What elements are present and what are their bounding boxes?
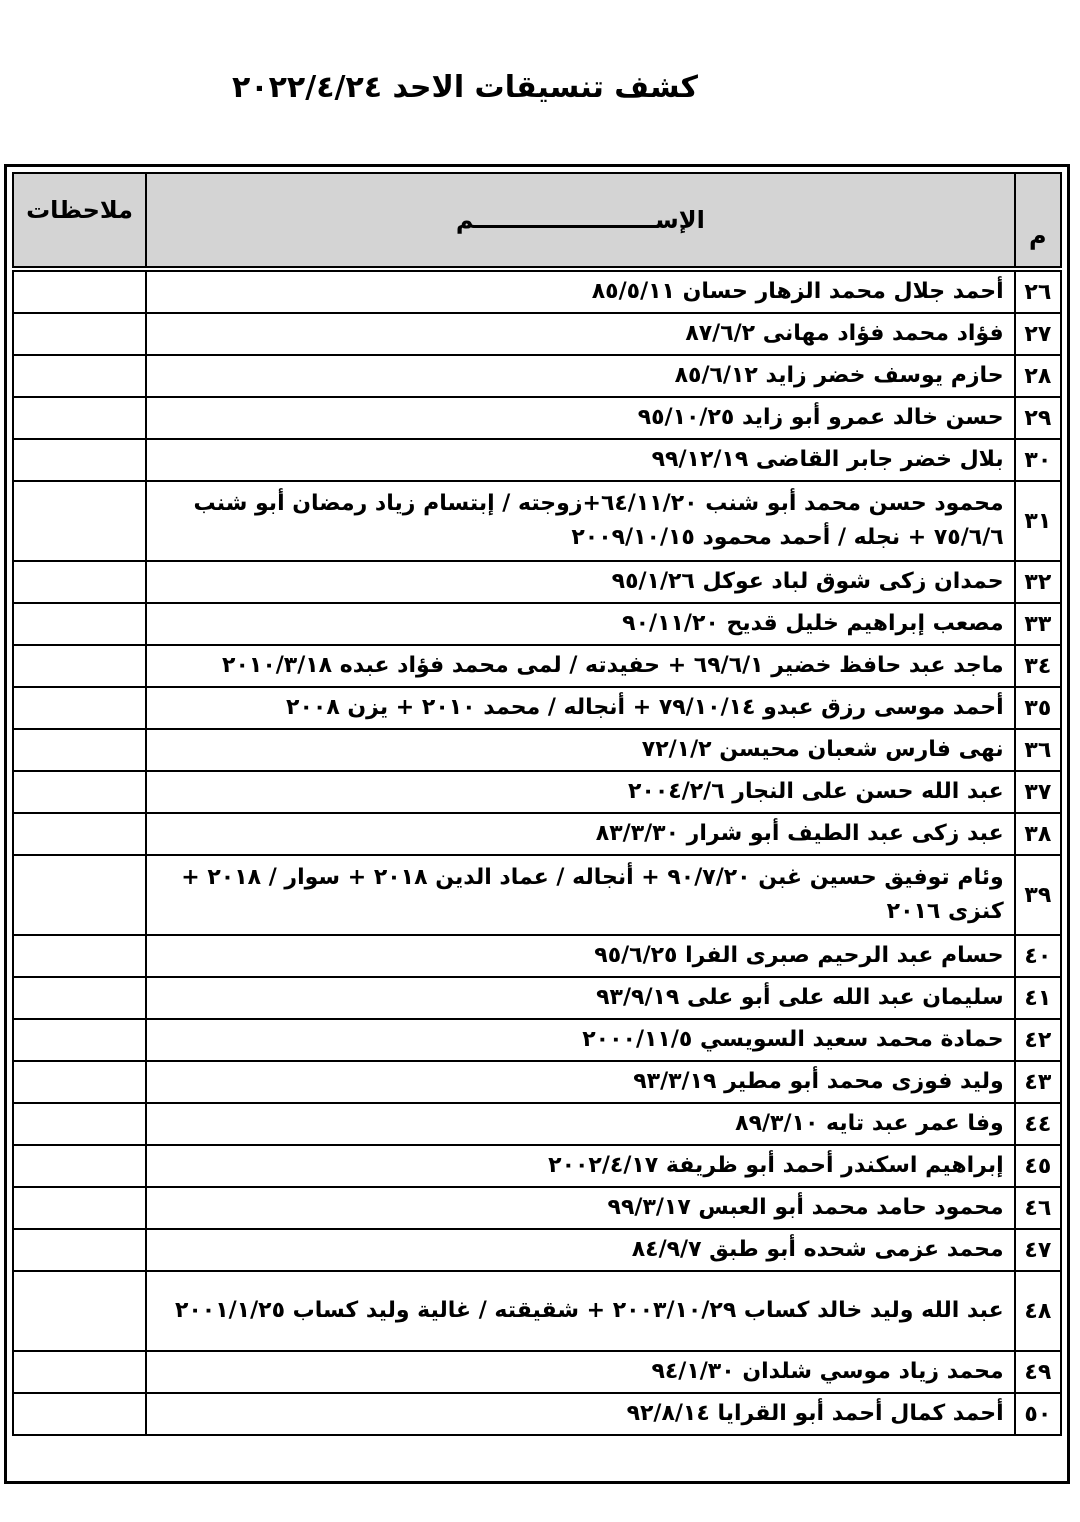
row-number: ٤١ bbox=[1015, 977, 1061, 1019]
row-number: ٤٦ bbox=[1015, 1187, 1061, 1229]
row-name: وئام توفيق حسين غبن ٩٠/٧/٢٠ + أنجاله / عماد الدين ٢٠١٨ + سوار / ٢٠١٨ + كنزى ٢٠١٦ bbox=[146, 855, 1015, 935]
row-name: مصعب إبراهيم خليل قديح ٩٠/١١/٢٠ bbox=[146, 603, 1015, 645]
row-notes bbox=[13, 855, 146, 935]
row-name: حمدان زكى شوق لباد عوكل ٩٥/١/٢٦ bbox=[146, 561, 1015, 603]
row-number: ٣٣ bbox=[1015, 603, 1061, 645]
row-notes bbox=[13, 481, 146, 561]
row-notes bbox=[13, 313, 146, 355]
row-notes bbox=[13, 1061, 146, 1103]
row-number: ٤٩ bbox=[1015, 1351, 1061, 1393]
row-notes bbox=[13, 355, 146, 397]
row-name: محمود حامد محمد أبو العبس ٩٩/٣/١٧ bbox=[146, 1187, 1015, 1229]
table-row bbox=[13, 687, 1061, 729]
row-notes bbox=[13, 729, 146, 771]
row-name: أحمد كمال أحمد أبو القرايا ٩٢/٨/١٤ bbox=[146, 1393, 1015, 1435]
row-name: بلال خضر جابر القاضى ٩٩/١٢/١٩ bbox=[146, 439, 1015, 481]
table-row bbox=[13, 771, 1061, 813]
row-name: عبد زكى عبد الطيف أبو شرار ٨٣/٣/٣٠ bbox=[146, 813, 1015, 855]
row-number: ٤٨ bbox=[1015, 1271, 1061, 1351]
row-number: ٤٢ bbox=[1015, 1019, 1061, 1061]
table-row bbox=[13, 397, 1061, 439]
row-notes bbox=[13, 813, 146, 855]
row-name: حمادة محمد سعيد السويسي ٢٠٠٠/١١/٥ bbox=[146, 1019, 1015, 1061]
table-row bbox=[13, 813, 1061, 855]
row-notes bbox=[13, 1393, 146, 1435]
row-number: ٣٦ bbox=[1015, 729, 1061, 771]
row-notes bbox=[13, 561, 146, 603]
table-row bbox=[13, 855, 1061, 935]
table-row bbox=[13, 1271, 1061, 1351]
row-number: ٣٧ bbox=[1015, 771, 1061, 813]
row-notes bbox=[13, 271, 146, 313]
table-row bbox=[13, 561, 1061, 603]
table-row bbox=[13, 935, 1061, 977]
row-number: ٣٢ bbox=[1015, 561, 1061, 603]
row-number: ٣٨ bbox=[1015, 813, 1061, 855]
row-number: ٤٥ bbox=[1015, 1145, 1061, 1187]
row-number: ٣٤ bbox=[1015, 645, 1061, 687]
table-row bbox=[13, 271, 1061, 313]
row-notes bbox=[13, 935, 146, 977]
row-name: وليد فوزى محمد أبو مطير ٩٣/٣/١٩ bbox=[146, 1061, 1015, 1103]
row-notes bbox=[13, 1271, 146, 1351]
row-notes bbox=[13, 603, 146, 645]
table-row bbox=[13, 1393, 1061, 1435]
row-notes bbox=[13, 1103, 146, 1145]
table-row bbox=[13, 1229, 1061, 1271]
row-notes bbox=[13, 645, 146, 687]
table-row bbox=[13, 1103, 1061, 1145]
row-number: ٤٧ bbox=[1015, 1229, 1061, 1271]
row-number: ٣١ bbox=[1015, 481, 1061, 561]
row-name: أحمد موسى رزق عبدو ٧٩/١٠/١٤ + أنجاله / محمد ٢٠١٠ + يزن ٢٠٠٨ bbox=[146, 687, 1015, 729]
row-number: ٣٠ bbox=[1015, 439, 1061, 481]
table-row bbox=[13, 1187, 1061, 1229]
row-number: ٤٤ bbox=[1015, 1103, 1061, 1145]
table-row bbox=[13, 439, 1061, 481]
row-number: ٤٠ bbox=[1015, 935, 1061, 977]
row-name: نهى فارس شعبان محيسن ٧٢/١/٢ bbox=[146, 729, 1015, 771]
row-number: ٢٦ bbox=[1015, 271, 1061, 313]
table-row bbox=[13, 603, 1061, 645]
row-notes bbox=[13, 687, 146, 729]
row-number: ٤٣ bbox=[1015, 1061, 1061, 1103]
table-row bbox=[13, 1061, 1061, 1103]
row-number: ٢٩ bbox=[1015, 397, 1061, 439]
header-notes: ملاحظات bbox=[13, 173, 146, 267]
header-number: م bbox=[1015, 173, 1061, 267]
table-row bbox=[13, 1019, 1061, 1061]
row-notes bbox=[13, 771, 146, 813]
row-name: عبد الله وليد خالد كساب ٢٠٠٣/١٠/٢٩ + شقيقته / غالية وليد كساب ٢٠٠١/١/٢٥ bbox=[146, 1271, 1015, 1351]
names-table bbox=[12, 172, 1062, 1436]
table-header bbox=[13, 173, 1061, 267]
row-number: ٥٠ bbox=[1015, 1393, 1061, 1435]
header-name: الإســــــــــــــــــــــم bbox=[146, 173, 1015, 267]
table-row bbox=[13, 977, 1061, 1019]
row-name: حازم يوسف خضر زايد ٨٥/٦/١٢ bbox=[146, 355, 1015, 397]
page-title: كشف تنسيقات الاحد ٢٠٢٢/٤/٢٤ bbox=[232, 70, 698, 105]
row-number: ٣٩ bbox=[1015, 855, 1061, 935]
row-number: ٢٧ bbox=[1015, 313, 1061, 355]
row-name: عبد الله حسن على النجار ٢٠٠٤/٢/٦ bbox=[146, 771, 1015, 813]
row-notes bbox=[13, 397, 146, 439]
row-name: إبراهيم اسكندر أحمد أبو ظريفة ٢٠٠٢/٤/١٧ bbox=[146, 1145, 1015, 1187]
row-notes bbox=[13, 439, 146, 481]
table-row bbox=[13, 313, 1061, 355]
row-notes bbox=[13, 1229, 146, 1271]
table-body bbox=[13, 267, 1061, 1435]
table-row bbox=[13, 1351, 1061, 1393]
row-name: محمد زياد موسي شلدان ٩٤/١/٣٠ bbox=[146, 1351, 1015, 1393]
row-number: ٢٨ bbox=[1015, 355, 1061, 397]
row-name: وفا عمر عبد تايه ٨٩/٣/١٠ bbox=[146, 1103, 1015, 1145]
names-sheet bbox=[4, 164, 1070, 1484]
table-row bbox=[13, 729, 1061, 771]
row-notes bbox=[13, 1019, 146, 1061]
row-name: محمد عزمى شحده أبو طبق ٨٤/٩/٧ bbox=[146, 1229, 1015, 1271]
row-name: أحمد جلال محمد الزهار حسان ٨٥/٥/١١ bbox=[146, 271, 1015, 313]
table-row bbox=[13, 1145, 1061, 1187]
table-row bbox=[13, 645, 1061, 687]
row-name: سليمان عبد الله على أبو على ٩٣/٩/١٩ bbox=[146, 977, 1015, 1019]
row-name: فؤاد محمد فؤاد مهانى ٨٧/٦/٢ bbox=[146, 313, 1015, 355]
table-row bbox=[13, 355, 1061, 397]
row-notes bbox=[13, 1187, 146, 1229]
row-name: ماجد عبد حافظ خضير ٦٩/٦/١ + حفيدته / لمى محمد فؤاد عبده ٢٠١٠/٣/١٨ bbox=[146, 645, 1015, 687]
row-notes bbox=[13, 977, 146, 1019]
row-number: ٣٥ bbox=[1015, 687, 1061, 729]
table-row bbox=[13, 481, 1061, 561]
row-name: حسن خالد عمرو أبو زايد ٩٥/١٠/٢٥ bbox=[146, 397, 1015, 439]
row-notes bbox=[13, 1145, 146, 1187]
row-name: محمود حسن محمد أبو شنب ٦٤/١١/٢٠+زوجته / إبتسام زياد رمضان أبو شنب ٧٥/٦/٦ + نجله / أحمد محمود ٢٠٠٩/١٠/١٥ bbox=[146, 481, 1015, 561]
row-name: حسام عبد الرحيم صبرى الفرا ٩٥/٦/٢٥ bbox=[146, 935, 1015, 977]
row-notes bbox=[13, 1351, 146, 1393]
